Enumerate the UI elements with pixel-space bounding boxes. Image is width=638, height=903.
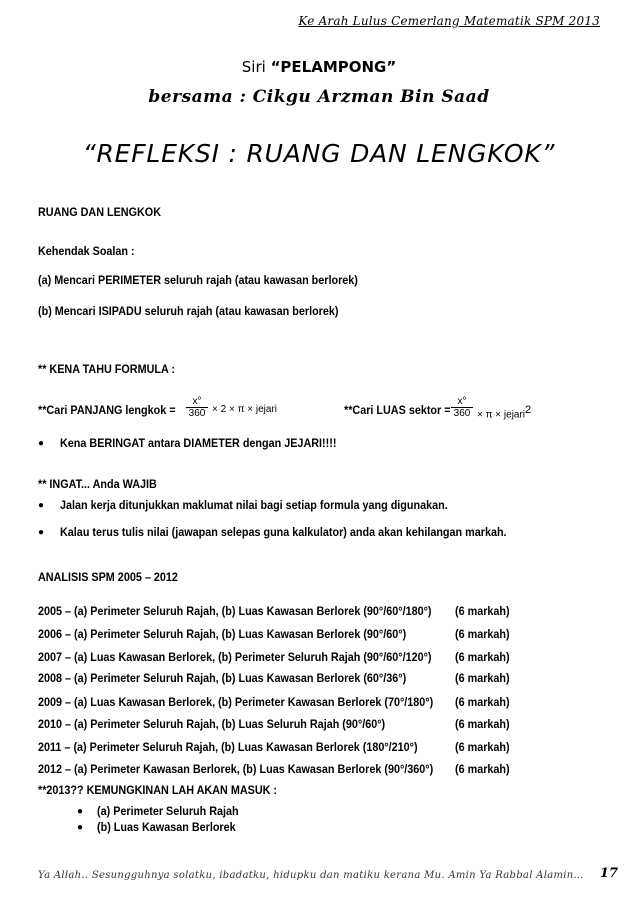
kehendak-label: Kehendak Soalan : [38, 244, 135, 258]
series-title [0, 58, 638, 76]
analisis-marks: (6 markah) [455, 650, 510, 664]
analisis-marks: (6 markah) [455, 627, 510, 641]
analisis-marks: (6 markah) [455, 604, 510, 618]
kemungkinan-item-1: (a) Perimeter Seluruh Rajah [97, 804, 239, 818]
panjang-denominator: 360 [186, 407, 208, 419]
analisis-row: 2011 – (a) Perimeter Seluruh Rajah, (b) Luas Kawasan Berlorek (180°/210°) [38, 740, 418, 754]
analisis-row: 2012 – (a) Perimeter Kawasan Berlorek, (b) Luas Kawasan Berlorek (90°/360°) [38, 762, 434, 776]
wajib-heading: ** INGAT... Anda WAJIB [38, 477, 157, 491]
author-line: bersama : Cikgu Arzman Bin Saad [148, 87, 490, 107]
bullet-icon: ● [77, 822, 84, 833]
main-title: “REFLEKSI : RUANG DAN LENGKOK” [82, 139, 556, 168]
analisis-marks: (6 markah) [455, 671, 510, 685]
formula-heading: ** KENA TAHU FORMULA : [38, 362, 175, 376]
analisis-marks: (6 markah) [455, 717, 510, 731]
bullet-icon: ● [38, 438, 45, 449]
panjang-fraction [186, 396, 208, 419]
analisis-row: 2006 – (a) Perimeter Seluruh Rajah, (b) Luas Kawasan Berlorek (90°/60°) [38, 627, 407, 641]
analisis-heading: ANALISIS SPM 2005 – 2012 [38, 570, 178, 584]
analisis-row: 2009 – (a) Luas Kawasan Berlorek, (b) Perimeter Kawasan Berlorek (70°/180°) [38, 695, 434, 709]
kehendak-b: (b) Mencari ISIPADU seluruh rajah (atau kawasan berlorek) [38, 304, 339, 318]
bullet-icon: ● [38, 500, 45, 511]
section-heading: RUANG DAN LENGKOK [38, 205, 162, 219]
ingat-bullet: Kena BERINGAT antara DIAMETER dengan JEJARI!!!! [60, 436, 337, 450]
wajib-item-1: Jalan kerja ditunjukkan maklumat nilai bagi setiap formula yang digunakan. [60, 498, 448, 512]
luas-numerator: x° [457, 396, 467, 407]
page-header: Ke Arah Lulus Cemerlang Matematik SPM 2013 [298, 14, 600, 28]
analisis-row: 2008 – (a) Perimeter Seluruh Rajah, (b) Luas Kawasan Berlorek (60°/36°) [38, 671, 407, 685]
panjang-label: **Cari PANJANG lengkok = [38, 403, 176, 417]
analisis-marks: (6 markah) [455, 740, 510, 754]
bullet-icon: ● [38, 527, 45, 538]
luas-expression [477, 404, 531, 420]
kehendak-a: (a) Mencari PERIMETER seluruh rajah (atau kawasan berlorek) [38, 273, 358, 287]
analisis-row: 2005 – (a) Perimeter Seluruh Rajah, (b) Luas Kawasan Berlorek (90°/60°/180°) [38, 604, 432, 618]
panjang-numerator: x° [192, 396, 202, 407]
luas-denominator: 360 [451, 407, 473, 419]
luas-fraction [451, 396, 473, 419]
series-name: “PELAMPONG” [270, 58, 397, 76]
luas-label: **Cari LUAS sektor = [344, 403, 451, 417]
panjang-expression: × 2 × π × jejari [212, 404, 277, 415]
analisis-row: 2007 – (a) Luas Kawasan Berlorek, (b) Perimeter Seluruh Rajah (90°/60°/120°) [38, 650, 432, 664]
kemungkinan-item-2: (b) Luas Kawasan Berlorek [97, 820, 236, 834]
bullet-icon: ● [77, 806, 84, 817]
analisis-marks: (6 markah) [455, 762, 510, 776]
luas-exponent: 2 [525, 404, 532, 416]
luas-expr-text: × π × jejari [477, 409, 526, 421]
footer-text: Ya Allah.. Sesungguhnya solatku, ibadatku, hidupku dan matiku kerana Mu. Amin Ya Rabbal Alamin… [38, 870, 584, 881]
kemungkinan-heading: **2013?? KEMUNGKINAN LAH AKAN MASUK : [38, 783, 278, 797]
analisis-row: 2010 – (a) Perimeter Seluruh Rajah, (b) Luas Seluruh Rajah (90°/60°) [38, 717, 386, 731]
page-number: 17 [599, 866, 618, 881]
wajib-item-2: Kalau terus tulis nilai (jawapan selepas guna kalkulator) anda akan kehilangan markah. [60, 525, 507, 539]
analisis-marks: (6 markah) [455, 695, 510, 709]
series-prefix: Siri [241, 58, 271, 76]
